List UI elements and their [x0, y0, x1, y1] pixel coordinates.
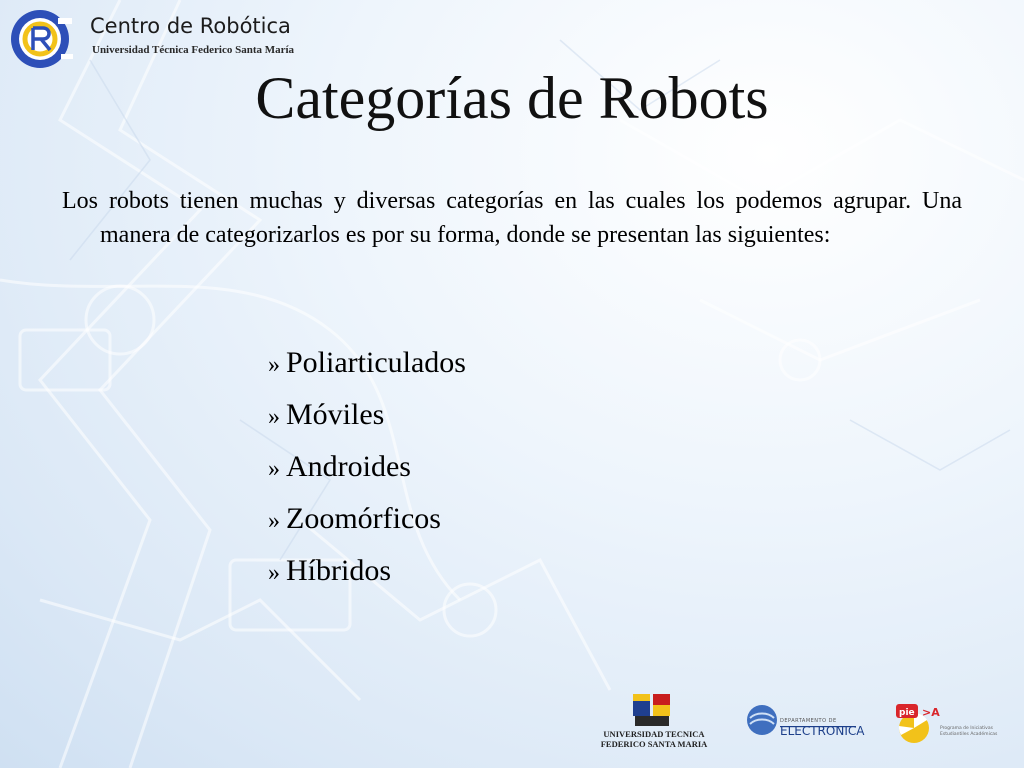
list-item-label: Híbridos: [286, 554, 391, 587]
category-list: [268, 338, 466, 598]
list-item: [268, 442, 466, 494]
university-name: [598, 729, 710, 749]
slide-title: Categorías de Robots: [255, 65, 769, 131]
piea-logo-icon: [894, 698, 942, 746]
bullet-icon: »: [268, 456, 280, 482]
body-paragraph-block: [62, 184, 962, 252]
department-label-small: DEPARTAMENTO DE: [780, 718, 837, 724]
university-line-2: FEDERICO SANTA MARIA: [600, 739, 708, 749]
bullet-icon: »: [268, 508, 280, 534]
bullet-icon: »: [268, 404, 280, 430]
university-line-1: UNIVERSIDAD TECNICA: [603, 729, 705, 739]
department-label: ELECTRONICA: [780, 724, 865, 738]
svg-text:pie: pie: [899, 708, 915, 718]
piea-line-2: Estudiantiles Académicas: [940, 732, 998, 737]
svg-text:>A: >A: [922, 706, 940, 719]
list-item-label: Poliarticulados: [286, 346, 466, 379]
logo-title: Centro de Robótica: [90, 14, 291, 38]
logo-subtitle: Universidad Técnica Federico Santa María: [92, 44, 295, 56]
list-item-label: Androides: [286, 450, 411, 483]
bullet-icon: »: [268, 560, 280, 586]
piea-description: [940, 726, 1012, 738]
list-item-label: Móviles: [286, 398, 385, 431]
list-item: [268, 494, 466, 546]
list-item: [268, 546, 466, 598]
list-item: [268, 338, 466, 390]
bullet-icon: »: [268, 352, 280, 378]
piea-line-1: Programa de Iniciativas: [940, 726, 993, 731]
list-item-label: Zoomórficos: [286, 502, 441, 535]
body-paragraph: Los robots tienen muchas y diversas categorías en las cuales los podemos agrupar. Una manera de categorizarlos es por su forma, donde se presentan las siguientes:: [62, 188, 962, 248]
list-item: [268, 390, 466, 442]
